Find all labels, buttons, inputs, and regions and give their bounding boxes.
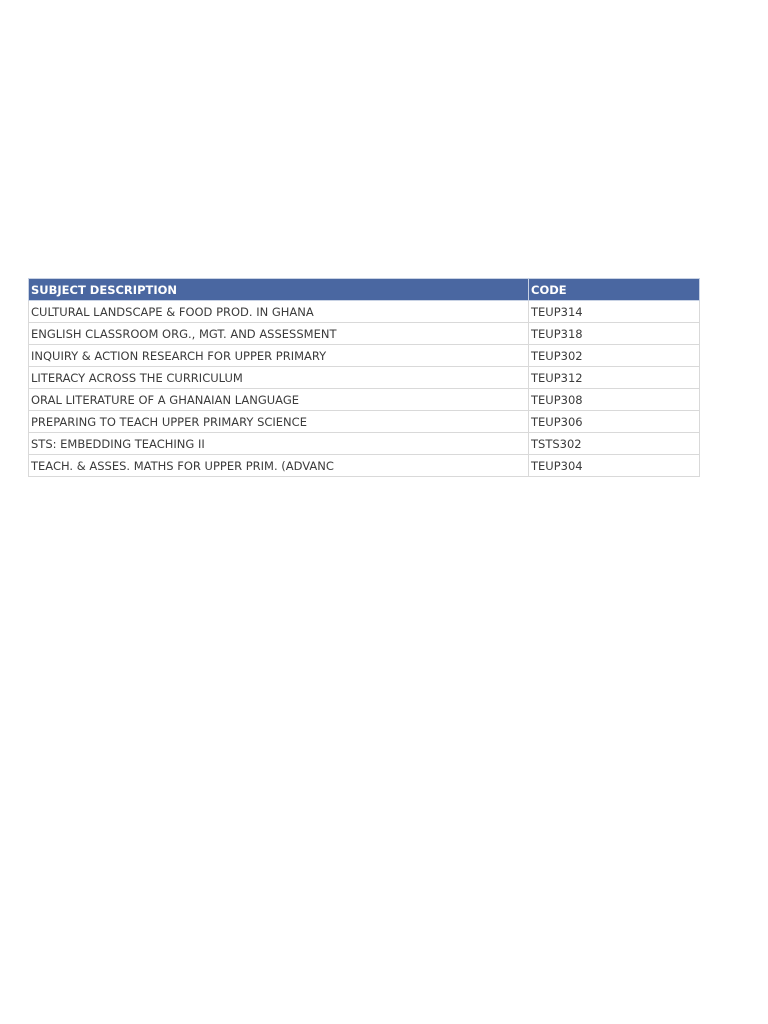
subject-description-cell: PREPARING TO TEACH UPPER PRIMARY SCIENCE [29, 411, 529, 433]
subject-code-cell: TSTS302 [529, 433, 700, 455]
subject-description-cell: ENGLISH CLASSROOM ORG., MGT. AND ASSESSMENT [29, 323, 529, 345]
table-row [29, 411, 700, 433]
table-header-row [29, 279, 700, 301]
subject-code-cell: TEUP306 [529, 411, 700, 433]
subject-description-cell: INQUIRY & ACTION RESEARCH FOR UPPER PRIMARY [29, 345, 529, 367]
subject-code-cell: TEUP308 [529, 389, 700, 411]
column-header-code: CODE [529, 279, 700, 301]
subject-code-cell: TEUP312 [529, 367, 700, 389]
subject-table-container [28, 278, 700, 477]
subject-description-cell: TEACH. & ASSES. MATHS FOR UPPER PRIM. (ADVANC [29, 455, 529, 477]
table-row [29, 301, 700, 323]
table-row [29, 323, 700, 345]
subject-description-cell: LITERACY ACROSS THE CURRICULUM [29, 367, 529, 389]
subject-code-cell: TEUP302 [529, 345, 700, 367]
table-row [29, 389, 700, 411]
subject-code-cell: TEUP314 [529, 301, 700, 323]
subject-table [28, 278, 700, 477]
table-row [29, 345, 700, 367]
subject-description-cell: STS: EMBEDDING TEACHING II [29, 433, 529, 455]
subject-description-cell: ORAL LITERATURE OF A GHANAIAN LANGUAGE [29, 389, 529, 411]
subject-description-cell: CULTURAL LANDSCAPE & FOOD PROD. IN GHANA [29, 301, 529, 323]
subject-code-cell: TEUP304 [529, 455, 700, 477]
table-row [29, 433, 700, 455]
table-row [29, 367, 700, 389]
column-header-subject-description: SUBJECT DESCRIPTION [29, 279, 529, 301]
subject-code-cell: TEUP318 [529, 323, 700, 345]
table-row [29, 455, 700, 477]
